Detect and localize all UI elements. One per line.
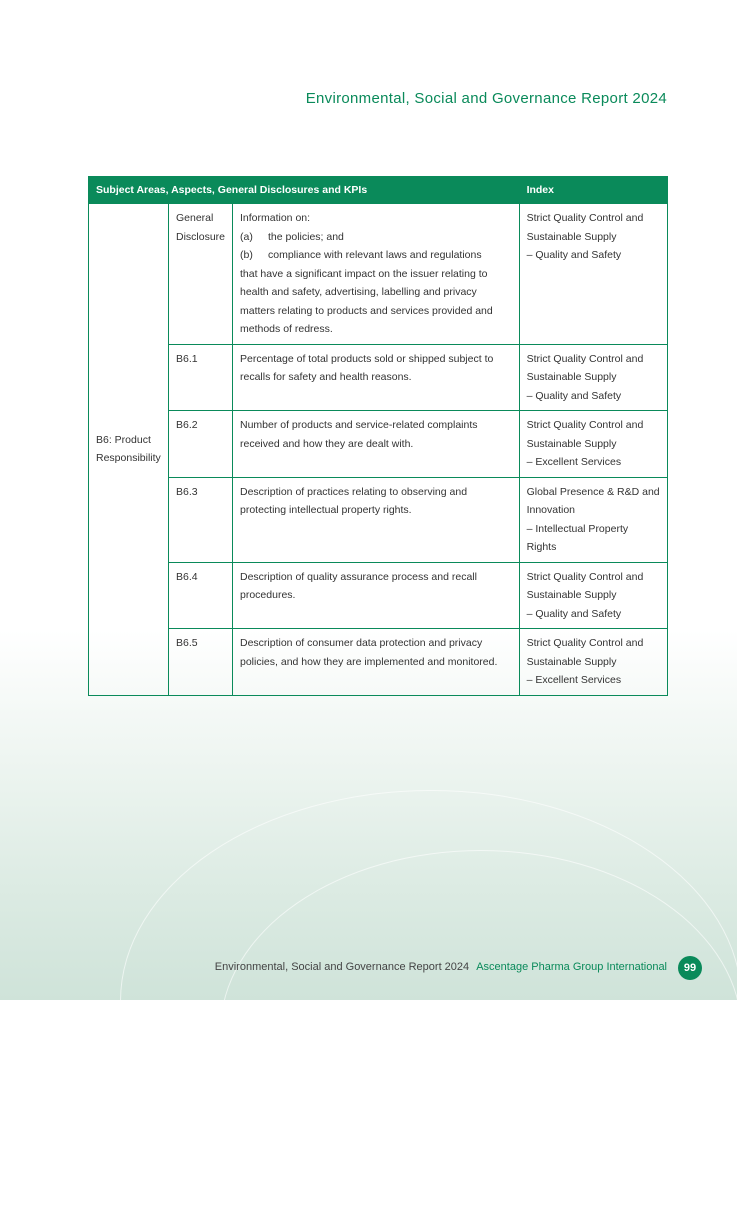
table-header-row: [89, 177, 668, 204]
description-tail: that have a significant impact on the issuer relating to health and safety, advertising, labelling and privacy matters relating to products and services provided and methods of redress.: [240, 267, 493, 335]
header-index: Index: [519, 177, 667, 204]
table-row: [89, 344, 668, 411]
table-row: [89, 204, 668, 345]
list-text: the policies; and: [268, 230, 344, 243]
kpi-index-table: [88, 176, 668, 696]
kpi-description: Description of quality assurance process and recall procedures.: [233, 562, 520, 629]
kpi-code: General Disclosure: [168, 204, 232, 345]
page-footer: [215, 961, 667, 973]
kpi-description: [233, 204, 520, 345]
index-cell: [519, 204, 667, 345]
aspect-cell: B6: Product Responsibility: [89, 204, 169, 696]
index-cell: [519, 629, 667, 696]
kpi-code: B6.5: [168, 629, 232, 696]
index-cell: [519, 344, 667, 411]
table-row: [89, 629, 668, 696]
index-sub: – Excellent Services: [526, 674, 622, 686]
index-sub: – Quality and Safety: [526, 607, 622, 620]
page-number-badge: 99: [678, 956, 702, 980]
kpi-code: B6.2: [168, 411, 232, 478]
kpi-description: Percentage of total products sold or shipped subject to recalls for safety and health reasons.: [233, 344, 520, 411]
index-main: Global Presence & R&D and Innovation: [526, 485, 660, 516]
list-marker: (a): [240, 230, 253, 243]
index-cell: [519, 477, 667, 562]
index-cell: [519, 411, 667, 478]
index-main: Strict Quality Control and Sustainable Supply: [526, 352, 644, 383]
list-marker: (b): [240, 249, 253, 261]
table-row: [89, 477, 668, 562]
list-item: [240, 246, 512, 265]
index-cell: [519, 562, 667, 629]
footer-report-title: Environmental, Social and Governance Report 2024: [214, 961, 470, 973]
index-sub: – Intellectual Property Rights: [526, 522, 629, 553]
index-main: Strict Quality Control and Sustainable Supply: [526, 570, 644, 601]
index-sub: – Quality and Safety: [526, 249, 622, 261]
list-item: [240, 228, 512, 247]
kpi-code: B6.3: [168, 477, 232, 562]
page-header-title: Environmental, Social and Governance Report 2024: [305, 90, 667, 107]
index-sub: – Quality and Safety: [526, 389, 622, 402]
description-intro: Information on:: [240, 212, 311, 224]
index-sub: – Excellent Services: [526, 456, 622, 468]
kpi-code: B6.1: [168, 344, 232, 411]
footer-company-name: Ascentage Pharma Group International: [476, 961, 667, 973]
table-row: [89, 562, 668, 629]
kpi-description: Description of practices relating to observing and protecting intellectual property rights.: [233, 477, 520, 562]
index-main: Strict Quality Control and Sustainable Supply: [526, 212, 644, 243]
index-main: Strict Quality Control and Sustainable Supply: [526, 637, 644, 668]
header-subject-areas: Subject Areas, Aspects, General Disclosures and KPIs: [89, 177, 520, 204]
index-main: Strict Quality Control and Sustainable Supply: [526, 419, 644, 450]
decorative-arc: [220, 850, 737, 1212]
kpi-code: B6.4: [168, 562, 232, 629]
kpi-description: Description of consumer data protection and privacy policies, and how they are implemented and monitored.: [233, 629, 520, 696]
kpi-description: Number of products and service-related complaints received and how they are dealt with.: [233, 411, 520, 478]
list-text: compliance with relevant laws and regulations: [268, 249, 482, 261]
table-row: [89, 411, 668, 478]
